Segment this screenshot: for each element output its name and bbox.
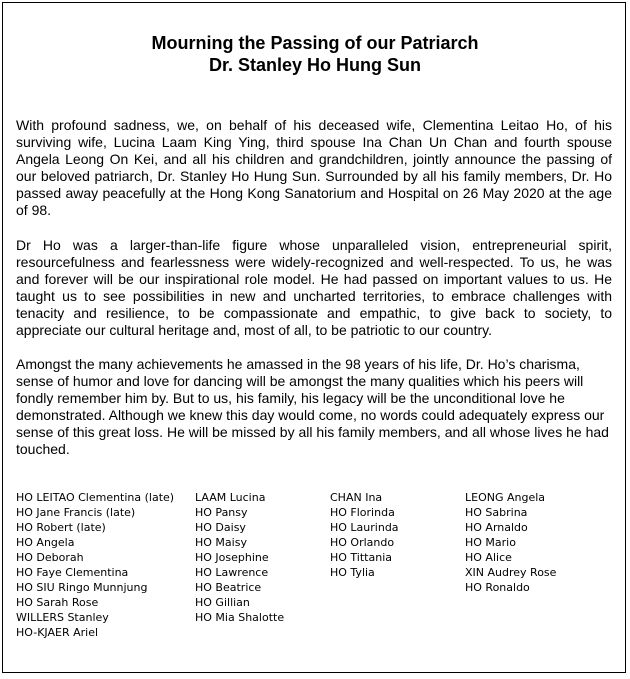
family-member: HO Josephine bbox=[195, 551, 269, 564]
family-member: HO Sabrina bbox=[465, 506, 528, 519]
paragraph-tribute: Dr Ho was a larger-than-life figure whose unparalleled vision, entrepreneurial spirit, resourcefulness and fearlessness were widely-recognized and well-respected. To us, he was and forever will be our inspirational role model. He had passed on important values to us. He taught us to see possibilities in new and uncharted territories, to embrace challenges with tenacity and resilience, to be compassionate and empathic, to give back to society, to appreciate our cultural heritage and, most of all, to be patriotic to our country. bbox=[16, 237, 612, 338]
family-member: HO Beatrice bbox=[195, 581, 262, 594]
family-member: HO-KJAER Ariel bbox=[16, 626, 99, 639]
notice-title bbox=[0, 32, 630, 76]
family-member: HO Angela bbox=[16, 536, 75, 549]
family-member: HO Deborah bbox=[16, 551, 84, 564]
family-column-4 bbox=[465, 490, 556, 595]
family-member: HO LEITAO Clementina (late) bbox=[16, 491, 175, 504]
family-member: HO Gillian bbox=[195, 596, 250, 609]
family-member: HO Daisy bbox=[195, 521, 246, 534]
family-member: HO Robert (late) bbox=[16, 521, 106, 534]
family-member: HO Laurinda bbox=[330, 521, 399, 534]
title-line-2: Dr. Stanley Ho Hung Sun bbox=[208, 55, 422, 75]
family-column-2 bbox=[195, 490, 284, 625]
family-names bbox=[16, 490, 616, 650]
family-member: HO Pansy bbox=[195, 506, 248, 519]
family-member: LAAM Lucina bbox=[195, 491, 266, 504]
family-member: HO Mario bbox=[465, 536, 516, 549]
family-member: HO Arnaldo bbox=[465, 521, 528, 534]
family-member: HO Ronaldo bbox=[465, 581, 530, 594]
family-member: HO Alice bbox=[465, 551, 512, 564]
family-column-3 bbox=[330, 490, 399, 580]
family-member: CHAN Ina bbox=[330, 491, 383, 504]
title-line-1: Mourning the Passing of our Patriarch bbox=[151, 33, 479, 53]
family-member: XIN Audrey Rose bbox=[465, 566, 557, 579]
family-member: HO Tylia bbox=[330, 566, 375, 579]
family-member: LEONG Angela bbox=[465, 491, 546, 504]
family-member: HO Jane Francis (late) bbox=[16, 506, 136, 519]
family-member: HO SIU Ringo Munnjung bbox=[16, 581, 148, 594]
paragraph-announcement: With profound sadness, we, on behalf of his deceased wife, Clementina Leitao Ho, of his surviving wife, Lucina Laam King Ying, third spouse Ina Chan Un Chan and fourth spouse Angela Leong On Kei, and all his children and grandchildren, jointly announce the passing of our beloved patriarch, Dr. Stanley Ho Hung Sun. Surrounded by all his family members, Dr. Ho passed away peacefully at the Hong Kong Sanatorium and Hospital on 26 May 2020 at the age of 98. bbox=[16, 117, 612, 218]
paragraph-legacy: Amongst the many achievements he amassed in the 98 years of his life, Dr. Ho’s charisma, sense of humor and love for dancing will be amongst the many qualities which his peers will fondly remember him by. But to us, his family, his legacy will be the unconditional love he demonstrated. Although we knew this day would come, no words could adequately express our sense of this great loss. He will be missed by all his family members, and all whose lives he had touched. bbox=[16, 356, 609, 457]
family-column-1 bbox=[16, 490, 174, 640]
family-member: HO Lawrence bbox=[195, 566, 269, 579]
family-member: HO Mia Shalotte bbox=[195, 611, 285, 624]
family-member: HO Florinda bbox=[330, 506, 395, 519]
family-member: HO Maisy bbox=[195, 536, 247, 549]
family-member: HO Tittania bbox=[330, 551, 392, 564]
family-member: HO Orlando bbox=[330, 536, 395, 549]
family-member: WILLERS Stanley bbox=[16, 611, 109, 624]
family-member: HO Sarah Rose bbox=[16, 596, 99, 609]
family-member: HO Faye Clementina bbox=[16, 566, 129, 579]
